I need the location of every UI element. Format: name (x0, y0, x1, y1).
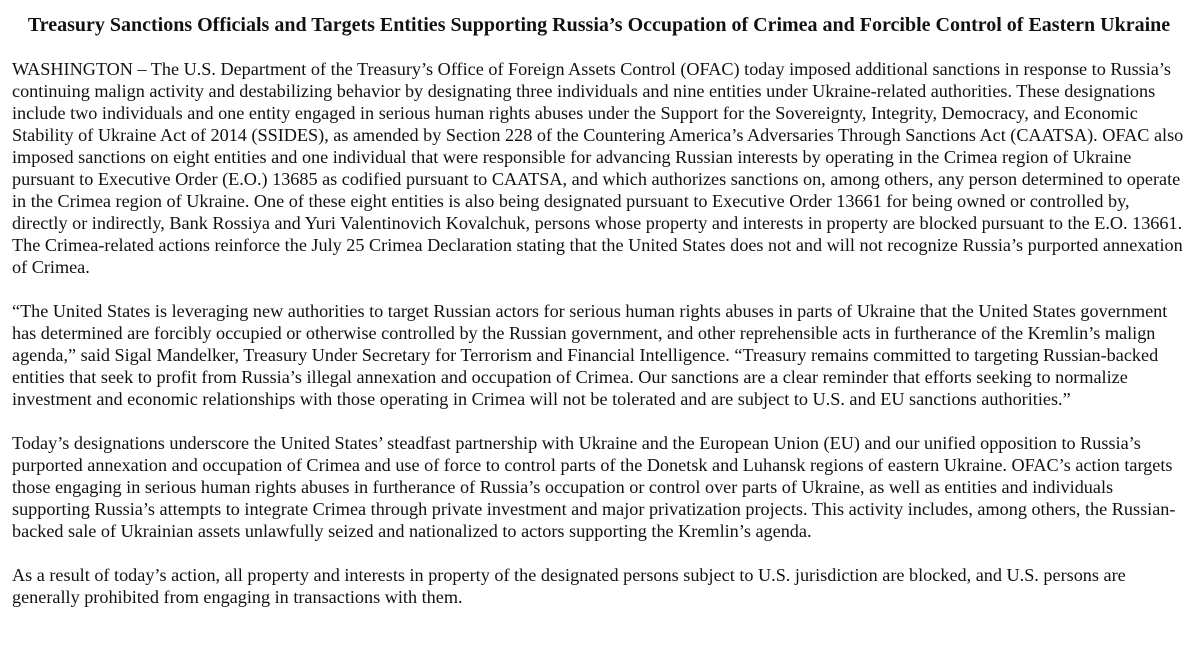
paragraph-announcement: WASHINGTON – The U.S. Department of the Treasury’s Office of Foreign Assets Control (OFAC) today imposed additional sanctions in response to Russia’s continuing malign activity and destabilizing behavior by designating three individuals and nine entities under Ukraine-related authorities. These designations include two individuals and one entity engaged in serious human rights abuses under the Support for the Sovereignty, Integrity, Democracy, and Economic Stability of Ukraine Act of 2014 (SSIDES), as amended by Section 228 of the Countering America’s Adversaries Through Sanctions Act (CAATSA). OFAC also imposed sanctions on eight entities and one individual that were responsible for advancing Russian interests by operating in the Crimea region of Ukraine pursuant to Executive Order (E.O.) 13685 as codified pursuant to CAATSA, and which authorizes sanctions on, among others, any person determined to operate in the Crimea region of Ukraine. One of these eight entities is also being designated pursuant to Executive Order 13661 for being owned or controlled by, directly or indirectly, Bank Rossiya and Yuri Valentinovich Kovalchuk, persons whose property and interests in property are blocked pursuant to the E.O. 13661. The Crimea-related actions reinforce the July 25 Crimea Declaration stating that the United States does not and will not recognize Russia’s purported annexation of Crimea. (12, 59, 1184, 277)
paragraph-designations: Today’s designations underscore the United States’ steadfast partnership with Ukraine and the European Union (EU) and our unified opposition to Russia’s purported annexation and occupation of Crimea and use of force to control parts of the Donetsk and Luhansk regions of eastern Ukraine. OFAC’s action targets those engaging in serious human rights abuses in furtherance of Russia’s occupation or control over parts of Ukraine, as well as entities and individuals supporting Russia’s attempts to integrate Crimea through private investment and major privatization projects. This activity includes, among others, the Russian-backed sale of Ukrainian assets unlawfully seized and nationalized to actors supporting the Kremlin’s agenda. (12, 433, 1176, 541)
press-release-title: Treasury Sanctions Officials and Targets Entities Supporting Russia’s Occupation of Crimea and Forcible Control of Eastern Ukraine (27, 14, 1171, 36)
paragraph-consequences: As a result of today’s action, all property and interests in property of the designated persons subject to U.S. jurisdiction are blocked, and U.S. persons are generally prohibited from engaging in transactions with them. (12, 565, 1126, 607)
paragraph-quote: “The United States is leveraging new authorities to target Russian actors for serious human rights abuses in parts of Ukraine that the United States government has determined are forcibly occupied or otherwise controlled by the Russian government, and other reprehensible acts in furtherance of the Kremlin’s malign agenda,” said Sigal Mandelker, Treasury Under Secretary for Terrorism and Financial Intelligence. “Treasury remains committed to targeting Russian-backed entities that seek to profit from Russia’s illegal annexation and occupation of Crimea. Our sanctions are a clear reminder that efforts seeking to normalize investment and economic relationships with those operating in Crimea will not be tolerated and are subject to U.S. and EU sanctions authorities.” (12, 301, 1168, 409)
